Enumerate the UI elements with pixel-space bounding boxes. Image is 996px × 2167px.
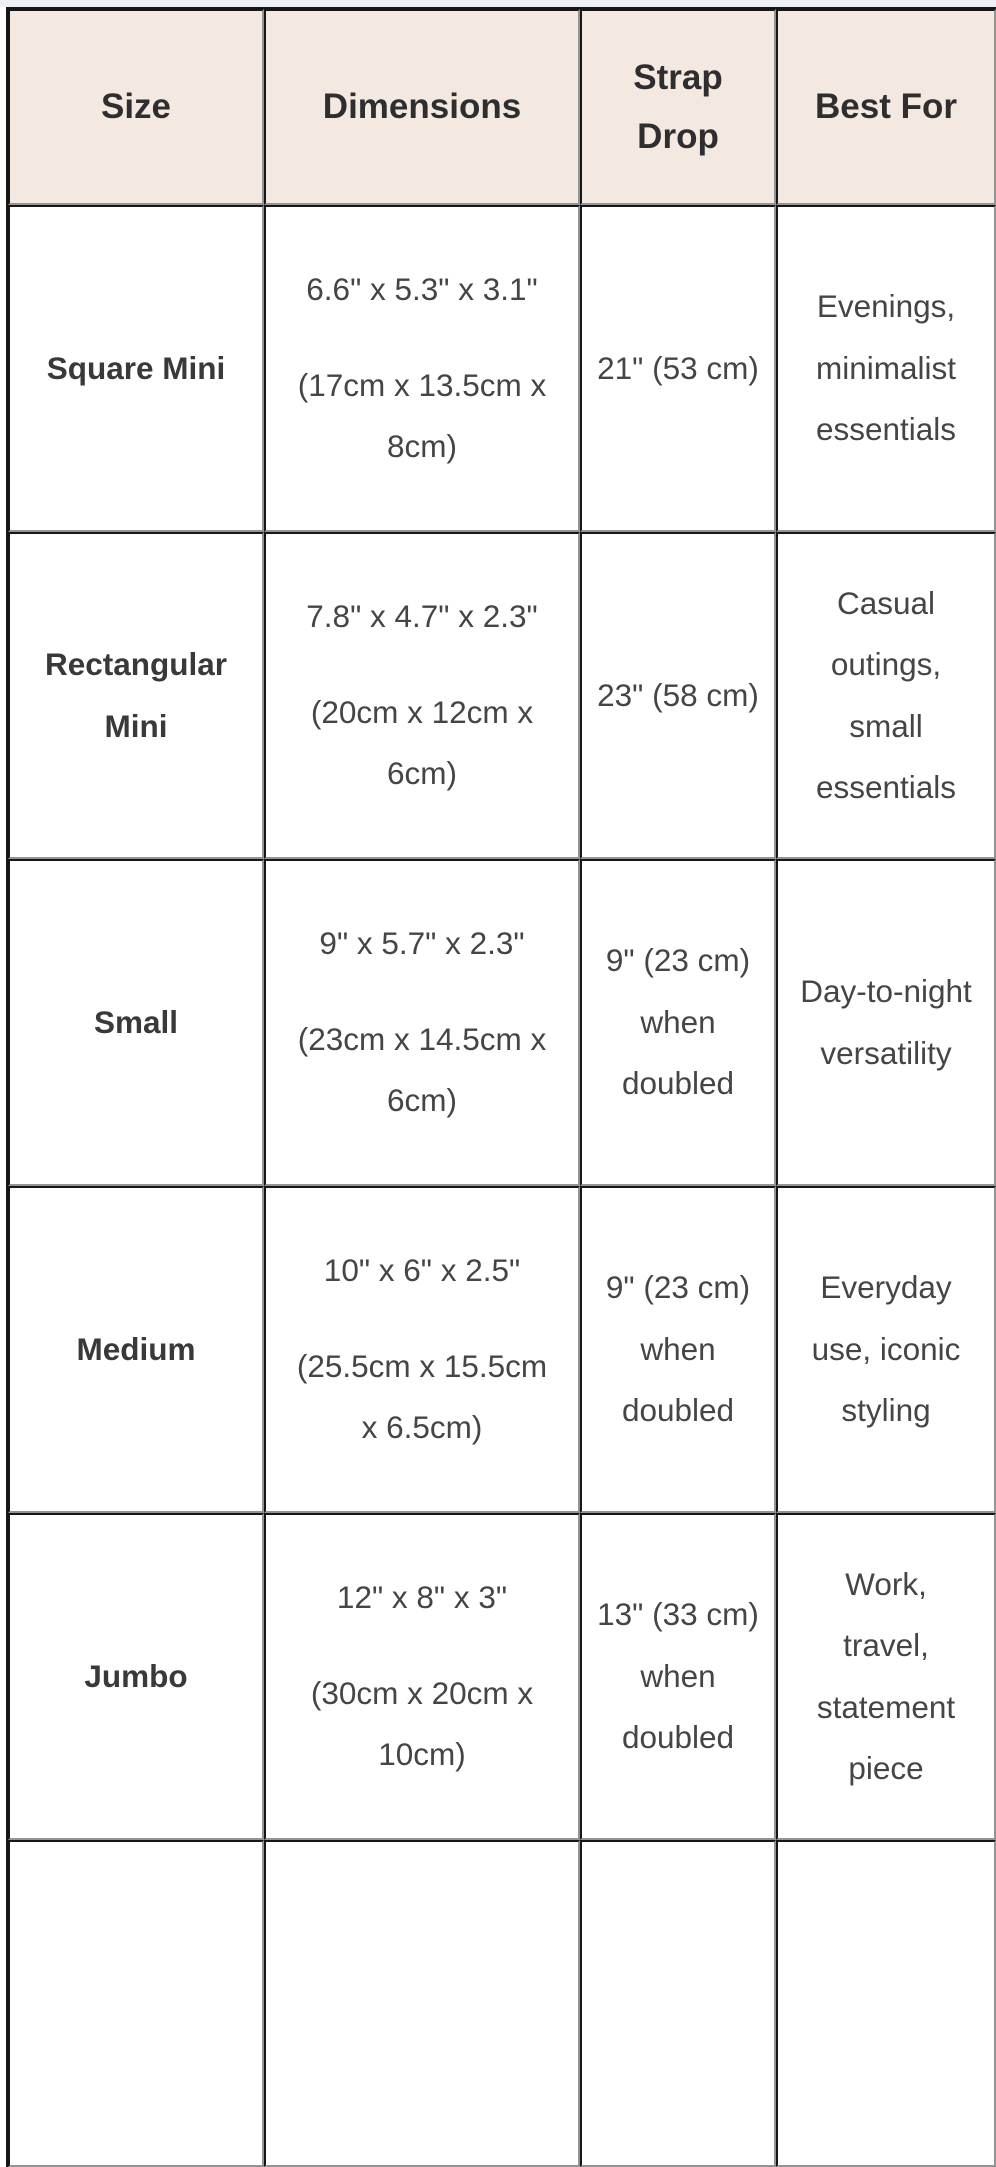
- cell-dimensions: [264, 205, 580, 532]
- dimensions-inches: 9" x 5.7" x 2.3": [319, 925, 525, 962]
- table-row-medium: [8, 1186, 996, 1513]
- dimensions-cm: (25.5cm x 15.5cm x 6.5cm): [296, 1347, 548, 1446]
- cell-strap-drop: [580, 859, 776, 1186]
- cell-best-for: [776, 532, 996, 859]
- page-content: [0, 7, 996, 2167]
- table-header-row: [8, 9, 996, 205]
- best-for-value: Everyday use, iconic styling: [811, 1269, 961, 1429]
- best-for-value: Casual outings, small essentials: [815, 584, 957, 805]
- cell-size: [8, 1840, 264, 2167]
- cell-best-for: [776, 859, 996, 1186]
- cell-strap-drop: [580, 1186, 776, 1513]
- strap-drop-value: 23" (58 cm): [597, 676, 759, 713]
- column-header-strap-drop: Strap Drop: [580, 9, 776, 205]
- cell-size: Jumbo: [8, 1513, 264, 1840]
- dimensions-inches: 10" x 6" x 2.5": [323, 1252, 521, 1289]
- dimensions-inches: 6.6" x 5.3" x 3.1": [306, 271, 538, 308]
- cell-strap-drop: [580, 532, 776, 859]
- cell-dimensions: [264, 532, 580, 859]
- table-row-jumbo: [8, 1513, 996, 1840]
- cell-best-for: [776, 205, 996, 532]
- bag-size-comparison-table: [6, 7, 996, 2167]
- strap-drop-value: 9" (23 cm) when doubled: [605, 942, 751, 1102]
- cell-dimensions: [264, 859, 580, 1186]
- cell-best-for: [776, 1840, 996, 2167]
- dimensions-cm: (20cm x 12cm x 6cm): [310, 693, 534, 792]
- strap-drop-value: 21" (53 cm): [597, 349, 759, 386]
- table-row-small: [8, 859, 996, 1186]
- cell-size: Rectangular Mini: [8, 532, 264, 859]
- dimensions-inches: 7.8" x 4.7" x 2.3": [306, 598, 538, 635]
- table-row-square-mini: [8, 205, 996, 532]
- dimensions-inches: 12" x 8" x 3": [336, 1579, 508, 1616]
- column-header-dimensions: Dimensions: [264, 9, 580, 205]
- cell-strap-drop: [580, 205, 776, 532]
- table-row-partial-clipped: [8, 1840, 996, 2167]
- strap-drop-value: 9" (23 cm) when doubled: [605, 1269, 751, 1429]
- cell-size: Square Mini: [8, 205, 264, 532]
- dimensions-cm: (17cm x 13.5cm x 8cm): [297, 366, 547, 465]
- table-row-rectangular-mini: [8, 532, 996, 859]
- cell-strap-drop: [580, 1513, 776, 1840]
- dimensions-cm: (30cm x 20cm x 10cm): [310, 1674, 534, 1773]
- column-header-best-for: Best For: [776, 9, 996, 205]
- page-top-strip: [0, 0, 996, 7]
- strap-drop-value: 13" (33 cm) when doubled: [597, 1596, 759, 1756]
- cell-dimensions: [264, 1186, 580, 1513]
- dimensions-cm: (23cm x 14.5cm x 6cm): [297, 1020, 547, 1119]
- cell-size: Medium: [8, 1186, 264, 1513]
- cell-size: Small: [8, 859, 264, 1186]
- column-header-size: Size: [8, 9, 264, 205]
- best-for-value: Work, travel, statement piece: [816, 1565, 956, 1786]
- best-for-value: Evenings, minimalist essentials: [815, 288, 957, 448]
- cell-best-for: [776, 1186, 996, 1513]
- cell-dimensions: [264, 1513, 580, 1840]
- cell-dimensions: [264, 1840, 580, 2167]
- cell-strap-drop: [580, 1840, 776, 2167]
- cell-best-for: [776, 1513, 996, 1840]
- best-for-value: Day-to-night versatility: [800, 973, 972, 1071]
